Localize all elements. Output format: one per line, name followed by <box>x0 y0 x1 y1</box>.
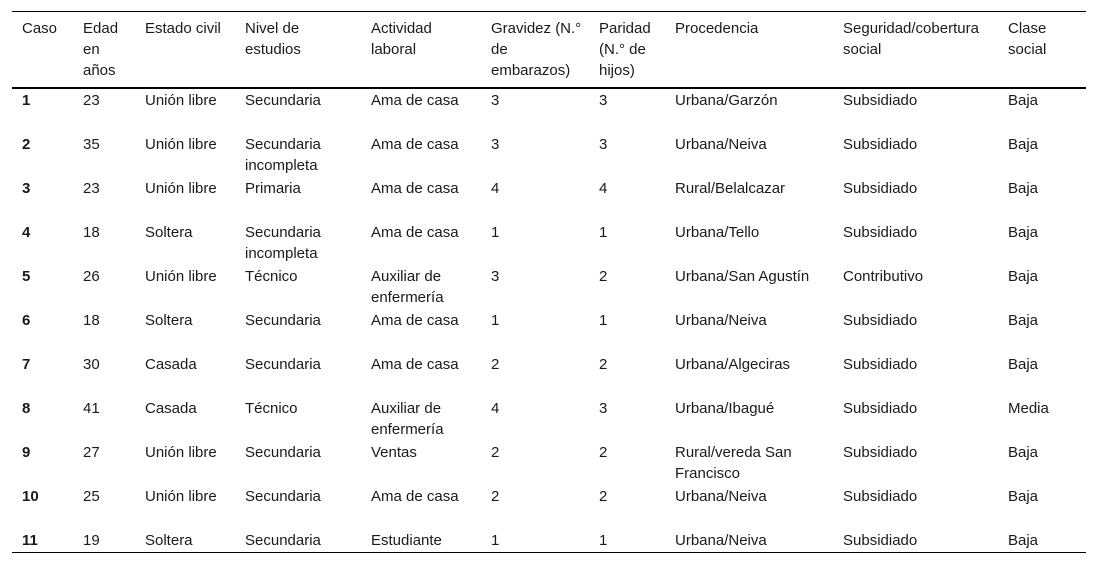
cell-nivel-estudios: Secundaria incompleta <box>245 136 321 174</box>
cell-edad: 30 <box>83 356 100 373</box>
header-estado-civil: Estado civil <box>145 20 221 37</box>
cell-estado-civil: Casada <box>145 400 197 417</box>
header-nivel-estudios: Nivel de estudios <box>245 20 301 58</box>
cell-nivel-estudios: Secundaria <box>245 92 321 109</box>
cell-caso: 9 <box>22 444 31 461</box>
cell-nivel-estudios: Secundaria <box>245 312 321 329</box>
cell-gravidez: 1 <box>491 312 500 329</box>
table-row <box>12 529 1086 553</box>
cell-seguridad-social: Subsidiado <box>843 488 918 505</box>
cell-edad: 18 <box>83 224 100 241</box>
cell-paridad: 2 <box>599 356 608 373</box>
table-row <box>12 88 1086 133</box>
cell-procedencia: Rural/vereda San Francisco <box>675 444 792 482</box>
table-container <box>12 11 1086 553</box>
cell-paridad: 1 <box>599 312 608 329</box>
header-seguridad-social: Seguridad/cobertura social <box>843 20 979 58</box>
cell-gravidez: 1 <box>491 532 500 549</box>
cell-paridad: 4 <box>599 180 608 197</box>
table-row <box>12 177 1086 221</box>
cell-clase-social: Baja <box>1008 532 1039 549</box>
table-row <box>12 397 1086 441</box>
cell-gravidez: 4 <box>491 180 500 197</box>
cell-gravidez: 4 <box>491 400 500 417</box>
cell-nivel-estudios: Secundaria <box>245 444 321 461</box>
cell-seguridad-social: Subsidiado <box>843 444 918 461</box>
cell-nivel-estudios: Técnico <box>245 268 298 285</box>
table-row <box>12 485 1086 529</box>
cell-actividad-laboral: Ventas <box>371 444 417 461</box>
cell-clase-social: Baja <box>1008 268 1039 285</box>
cell-actividad-laboral: Ama de casa <box>371 224 459 241</box>
cell-nivel-estudios: Secundaria <box>245 532 321 549</box>
cell-edad: 41 <box>83 400 100 417</box>
table-row <box>12 353 1086 397</box>
header-gravidez: Gravidez (N.° de embarazos) <box>491 20 582 79</box>
cell-paridad: 2 <box>599 444 608 461</box>
table-row <box>12 309 1086 353</box>
cell-seguridad-social: Subsidiado <box>843 532 918 549</box>
cell-actividad-laboral: Ama de casa <box>371 488 459 505</box>
cell-seguridad-social: Subsidiado <box>843 400 918 417</box>
cell-clase-social: Baja <box>1008 180 1039 197</box>
table-row <box>12 133 1086 177</box>
header-clase-social: Clase social <box>1008 20 1047 58</box>
cell-gravidez: 1 <box>491 224 500 241</box>
cell-procedencia: Urbana/San Agustín <box>675 268 810 285</box>
cell-procedencia: Urbana/Neiva <box>675 136 767 153</box>
cell-procedencia: Urbana/Neiva <box>675 532 767 549</box>
cell-seguridad-social: Subsidiado <box>843 224 918 241</box>
cell-nivel-estudios: Primaria <box>245 180 301 197</box>
cell-edad: 35 <box>83 136 100 153</box>
cell-paridad: 1 <box>599 532 608 549</box>
cell-caso: 1 <box>22 92 31 109</box>
cell-procedencia: Urbana/Tello <box>675 224 760 241</box>
cell-caso: 6 <box>22 312 31 329</box>
cell-estado-civil: Unión libre <box>145 136 217 153</box>
cell-edad: 23 <box>83 180 100 197</box>
cell-actividad-laboral: Ama de casa <box>371 180 459 197</box>
cell-procedencia: Urbana/Garzón <box>675 92 778 109</box>
cell-procedencia: Urbana/Algeciras <box>675 356 791 373</box>
cell-seguridad-social: Contributivo <box>843 268 924 285</box>
cell-actividad-laboral: Auxiliar de enfermería <box>371 400 444 438</box>
cell-estado-civil: Casada <box>145 356 197 373</box>
cell-estado-civil: Soltera <box>145 532 193 549</box>
cell-actividad-laboral: Ama de casa <box>371 356 459 373</box>
cell-estado-civil: Unión libre <box>145 180 217 197</box>
cell-paridad: 3 <box>599 400 608 417</box>
cell-nivel-estudios: Secundaria <box>245 488 321 505</box>
cell-gravidez: 3 <box>491 92 500 109</box>
cell-gravidez: 2 <box>491 488 500 505</box>
table-row <box>12 221 1086 265</box>
cell-clase-social: Baja <box>1008 136 1039 153</box>
cell-seguridad-social: Subsidiado <box>843 92 918 109</box>
cell-clase-social: Baja <box>1008 488 1039 505</box>
cell-nivel-estudios: Secundaria incompleta <box>245 224 321 262</box>
cell-procedencia: Urbana/Neiva <box>675 312 767 329</box>
cell-edad: 18 <box>83 312 100 329</box>
cell-estado-civil: Unión libre <box>145 268 217 285</box>
header-caso: Caso <box>22 20 58 37</box>
cell-clase-social: Baja <box>1008 444 1039 461</box>
cell-actividad-laboral: Auxiliar de enfermería <box>371 268 444 306</box>
header-actividad-laboral: Actividad laboral <box>371 20 432 58</box>
cell-procedencia: Urbana/Ibagué <box>675 400 775 417</box>
cell-estado-civil: Unión libre <box>145 488 217 505</box>
header-paridad: Paridad (N.° de hijos) <box>599 20 651 79</box>
cell-clase-social: Media <box>1008 400 1049 417</box>
cell-paridad: 1 <box>599 224 608 241</box>
cell-caso: 5 <box>22 268 31 285</box>
cell-gravidez: 3 <box>491 268 500 285</box>
cell-actividad-laboral: Ama de casa <box>371 136 459 153</box>
cell-estado-civil: Unión libre <box>145 444 217 461</box>
cell-gravidez: 2 <box>491 444 500 461</box>
table-row <box>12 265 1086 309</box>
cell-caso: 4 <box>22 224 31 241</box>
cell-paridad: 2 <box>599 268 608 285</box>
cell-paridad: 2 <box>599 488 608 505</box>
cell-edad: 23 <box>83 92 100 109</box>
cell-edad: 27 <box>83 444 100 461</box>
cell-edad: 26 <box>83 268 100 285</box>
cell-actividad-laboral: Ama de casa <box>371 92 459 109</box>
cell-clase-social: Baja <box>1008 356 1039 373</box>
cell-seguridad-social: Subsidiado <box>843 136 918 153</box>
cell-caso: 10 <box>22 488 39 505</box>
cell-clase-social: Baja <box>1008 92 1039 109</box>
cell-seguridad-social: Subsidiado <box>843 356 918 373</box>
cell-clase-social: Baja <box>1008 312 1039 329</box>
cell-caso: 2 <box>22 136 31 153</box>
cell-seguridad-social: Subsidiado <box>843 312 918 329</box>
cell-caso: 8 <box>22 400 31 417</box>
cell-estado-civil: Unión libre <box>145 92 217 109</box>
header-row <box>12 12 1086 89</box>
cell-actividad-laboral: Ama de casa <box>371 312 459 329</box>
cell-caso: 7 <box>22 356 31 373</box>
cell-nivel-estudios: Secundaria <box>245 356 321 373</box>
cell-gravidez: 2 <box>491 356 500 373</box>
cell-paridad: 3 <box>599 92 608 109</box>
cases-table <box>12 11 1086 553</box>
header-edad: Edad en años <box>83 20 119 79</box>
cell-edad: 19 <box>83 532 100 549</box>
cell-edad: 25 <box>83 488 100 505</box>
cell-seguridad-social: Subsidiado <box>843 180 918 197</box>
table-row <box>12 441 1086 485</box>
cell-procedencia: Urbana/Neiva <box>675 488 767 505</box>
cell-actividad-laboral: Estudiante <box>371 532 442 549</box>
cell-gravidez: 3 <box>491 136 500 153</box>
cell-caso: 3 <box>22 180 31 197</box>
cell-procedencia: Rural/Belalcazar <box>675 180 786 197</box>
cell-nivel-estudios: Técnico <box>245 400 298 417</box>
cell-clase-social: Baja <box>1008 224 1039 241</box>
cell-paridad: 3 <box>599 136 608 153</box>
header-procedencia: Procedencia <box>675 20 759 37</box>
cell-caso: 11 <box>22 532 38 549</box>
cell-estado-civil: Soltera <box>145 224 193 241</box>
cell-estado-civil: Soltera <box>145 312 193 329</box>
